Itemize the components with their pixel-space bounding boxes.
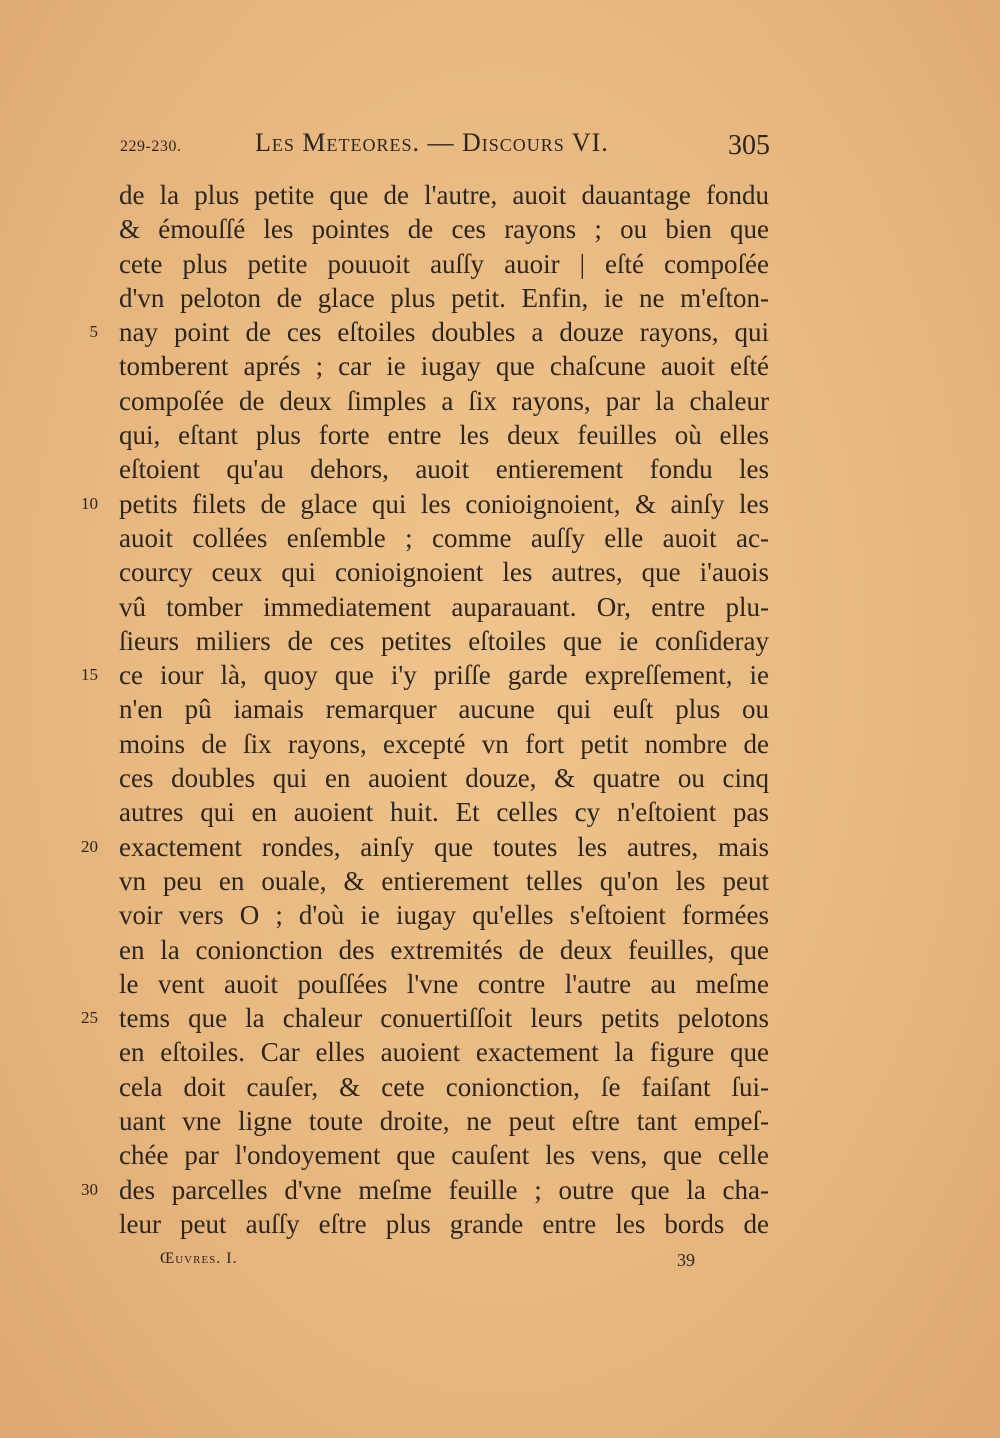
text-line: en eſtoiles. Car elles auoient exactement la figure que bbox=[119, 1037, 769, 1068]
text-line: le vent auoit pouſſées l'vne contre l'autre au meſme bbox=[119, 968, 769, 999]
line-number-10: 10 bbox=[81, 494, 98, 513]
text-line: nay point de ces eſtoiles doubles a douze rayons, qui bbox=[119, 317, 769, 348]
text-line: tomberent aprés ; car ie iugay que chaſcune auoit eſté bbox=[119, 351, 769, 382]
text-line: eſtoient qu'au dehors, auoit entierement fondu les bbox=[119, 454, 769, 485]
text-line: exactement rondes, ainſy que toutes les autres, mais bbox=[119, 831, 769, 862]
page-number: 305 bbox=[728, 130, 770, 161]
text-line: moins de ſix rayons, excepté vn fort petit nombre de bbox=[119, 728, 769, 759]
text-line: autres qui en auoient huit. Et celles cy n'eſtoient pas bbox=[119, 797, 769, 828]
text-line: tems que la chaleur conuertiſſoit leurs petits pelotons bbox=[119, 1003, 769, 1034]
line-number-20: 20 bbox=[81, 837, 98, 856]
text-line: ce iour là, quoy que i'y priſſe garde expreſſement, ie bbox=[119, 660, 769, 691]
text-line: compoſée de deux ſimples a ſix rayons, par la chaleur bbox=[119, 385, 769, 416]
text-line: chée par l'ondoyement que cauſent les vens, que celle bbox=[119, 1140, 769, 1171]
footer-signature: Œuvres. I. bbox=[160, 1250, 238, 1267]
text-line: vn peu en ouale, & entierement telles qu'on les peut bbox=[119, 865, 769, 896]
text-line: vû tomber immediatement auparauant. Or, entre plu- bbox=[119, 591, 769, 622]
running-header bbox=[120, 128, 770, 168]
text-line: auoit collées enſemble ; comme auſſy elle auoit ac- bbox=[119, 522, 769, 553]
line-number-5: 5 bbox=[89, 322, 98, 341]
text-line: & émouſſé les pointes de ces rayons ; ou bien que bbox=[119, 214, 769, 245]
text-line: de la plus petite que de l'autre, auoit dauantage fondu bbox=[119, 180, 769, 210]
text-line: uant vne ligne toute droite, ne peut eſtre tant empeſ- bbox=[119, 1106, 769, 1137]
page-footer bbox=[160, 1250, 720, 1280]
text-line: courcy ceux qui conioignoient les autres, que i'auois bbox=[119, 557, 769, 588]
text-line: ſieurs miliers de ces petites eſtoiles que ie conſideray bbox=[119, 625, 769, 656]
text-line: voir vers O ; d'où ie iugay qu'elles s'eſtoient formées bbox=[119, 900, 769, 931]
text-line: en la conionction des extremités de deux feuilles, que bbox=[119, 934, 769, 965]
line-number-25: 25 bbox=[81, 1008, 98, 1027]
line-number-30: 30 bbox=[81, 1180, 98, 1199]
footer-sheet-number: 39 bbox=[677, 1250, 695, 1270]
text-line: d'vn peloton de glace plus petit. Enfin, ie ne m'eſton- bbox=[119, 282, 769, 313]
text-line: petits filets de glace qui les conioignoient, & ainſy les bbox=[119, 488, 769, 519]
text-line: cete plus petite pouuoit auſſy auoir | eſté compoſée bbox=[119, 248, 769, 279]
header-title: Les Meteores. — Discours VI. bbox=[255, 128, 609, 157]
text-line: leur peut auſſy eſtre plus grande entre les bords de bbox=[119, 1208, 769, 1239]
line-number-15: 15 bbox=[81, 665, 98, 684]
text-line: qui, eſtant plus forte entre les deux feuilles où elles bbox=[119, 420, 769, 451]
text-line: n'en pû iamais remarquer aucune qui euſt plus ou bbox=[119, 694, 769, 725]
text-line: cela doit cauſer, & cete conionction, ſe faiſant ſui- bbox=[119, 1071, 769, 1102]
header-page-reference: 229-230. bbox=[120, 138, 182, 155]
body-text bbox=[119, 178, 769, 1241]
text-line: des parcelles d'vne meſme feuille ; outre que la cha- bbox=[119, 1174, 769, 1205]
text-line: ces doubles qui en auoient douze, & quatre ou cinq bbox=[119, 763, 769, 794]
